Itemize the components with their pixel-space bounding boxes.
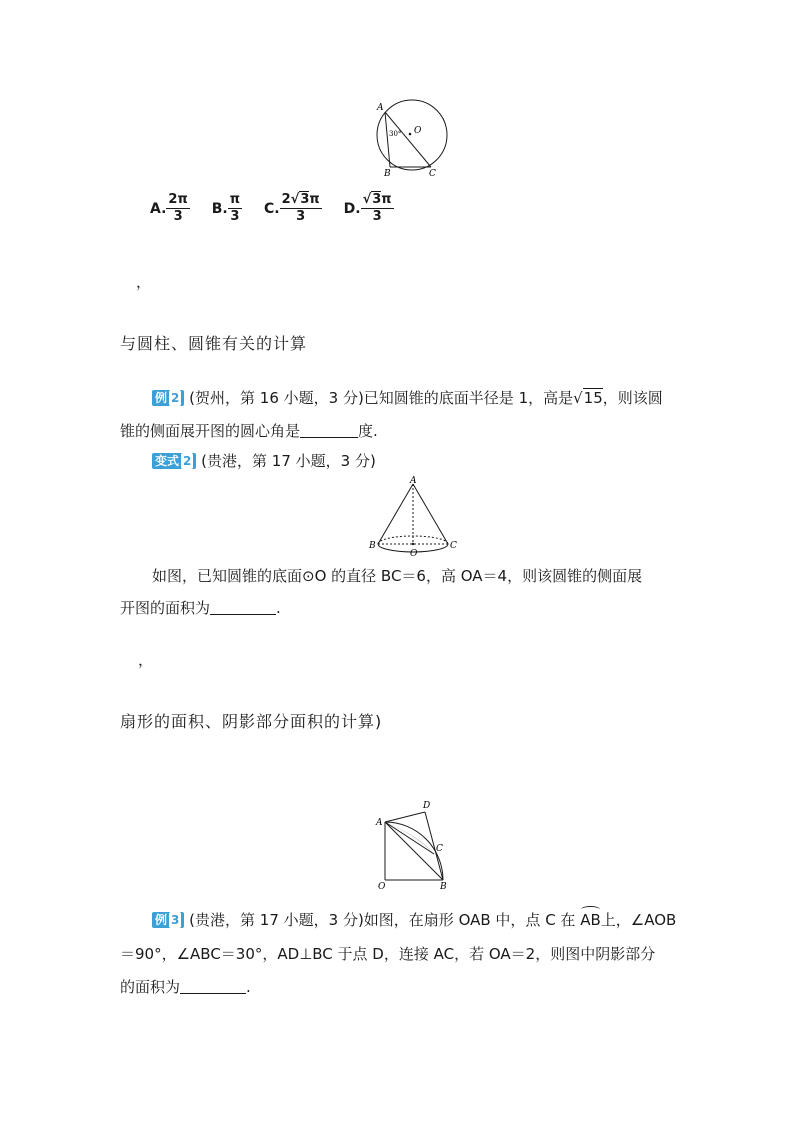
- section-heading-cone: 与圆柱、圆锥有关的计算: [120, 334, 308, 353]
- example-3-tag: 例 3: [152, 912, 184, 928]
- variant-2-header: 变式 2 (贵港，第 17 小题，3 分): [152, 451, 376, 471]
- cone-side-left: [378, 484, 413, 544]
- answer-options: [150, 192, 394, 232]
- label-o: O: [378, 882, 386, 892]
- example-3-line2: ＝90°，∠ABC＝30°，AD⊥BC 于点 D，连接 AC，若 OA＝2，则图中阴影部分: [120, 945, 656, 963]
- label-a: A: [376, 818, 383, 828]
- variant-2-line1: 如图，已知圆锥的底面⊙O 的直径 BC＝6，高 OA＝4，则该圆锥的侧面展: [152, 567, 643, 585]
- separator-comma: ，: [136, 273, 152, 291]
- answer-blank[interactable]: [300, 423, 358, 438]
- section-heading-sector: 扇形的面积、阴影部分面积的计算): [120, 712, 383, 731]
- segment-ab: [385, 822, 443, 880]
- example-3-line1: 例 3 (贵港，第 17 小题，3 分)如图，在扇形 OAB 中，点 C 在 AB上，∠AOB: [152, 910, 676, 930]
- label-c: C: [429, 169, 436, 179]
- label-a: A: [410, 476, 417, 486]
- angle-label: 30°: [389, 130, 402, 138]
- cone-side-right: [413, 484, 448, 544]
- label-b: B: [384, 169, 391, 179]
- example-3-line3: 的面积为 .: [120, 978, 251, 996]
- example-2-line2: 锥的侧面展开图的圆心角是 度.: [120, 422, 378, 440]
- label-o: O: [414, 126, 422, 136]
- option-b[interactable]: B. $\frac{\pi}{3}$: [211, 192, 241, 224]
- answer-blank[interactable]: [180, 979, 246, 994]
- separator-comma: ，: [138, 651, 154, 669]
- answer-blank[interactable]: [210, 600, 276, 615]
- base-center-point: [412, 543, 414, 545]
- segment-ad: [385, 812, 425, 822]
- label-b: B: [440, 882, 447, 892]
- arc-notation: AB: [580, 910, 601, 930]
- center-point: [409, 133, 412, 136]
- label-c: C: [450, 541, 457, 551]
- variant-2-line2: 开图的面积为 .: [120, 599, 281, 617]
- label-c: C: [436, 844, 443, 854]
- option-d[interactable]: D. $\frac{√3\pi}{3}$: [343, 192, 392, 224]
- segment-ac: [385, 112, 431, 167]
- example-2-line1: 例 2 (贺州，第 16 小题，3 分)已知圆锥的底面半径是 1，高是√15，则该圆: [152, 388, 663, 408]
- example-2-tag: 例 2: [152, 390, 184, 406]
- figure-sector: [372, 796, 454, 892]
- variant-2-tag: 变式 2: [152, 453, 196, 469]
- figure-cone: [368, 476, 460, 558]
- label-a: A: [377, 103, 384, 113]
- figure-circle-triangle: [370, 98, 456, 180]
- label-b: B: [369, 541, 376, 551]
- option-c[interactable]: C. $\frac{2√3\pi}{3}$: [264, 192, 320, 224]
- option-a[interactable]: A. $\frac{2\pi}{3}$: [150, 192, 188, 224]
- label-d: D: [423, 801, 431, 811]
- label-o: O: [410, 549, 418, 558]
